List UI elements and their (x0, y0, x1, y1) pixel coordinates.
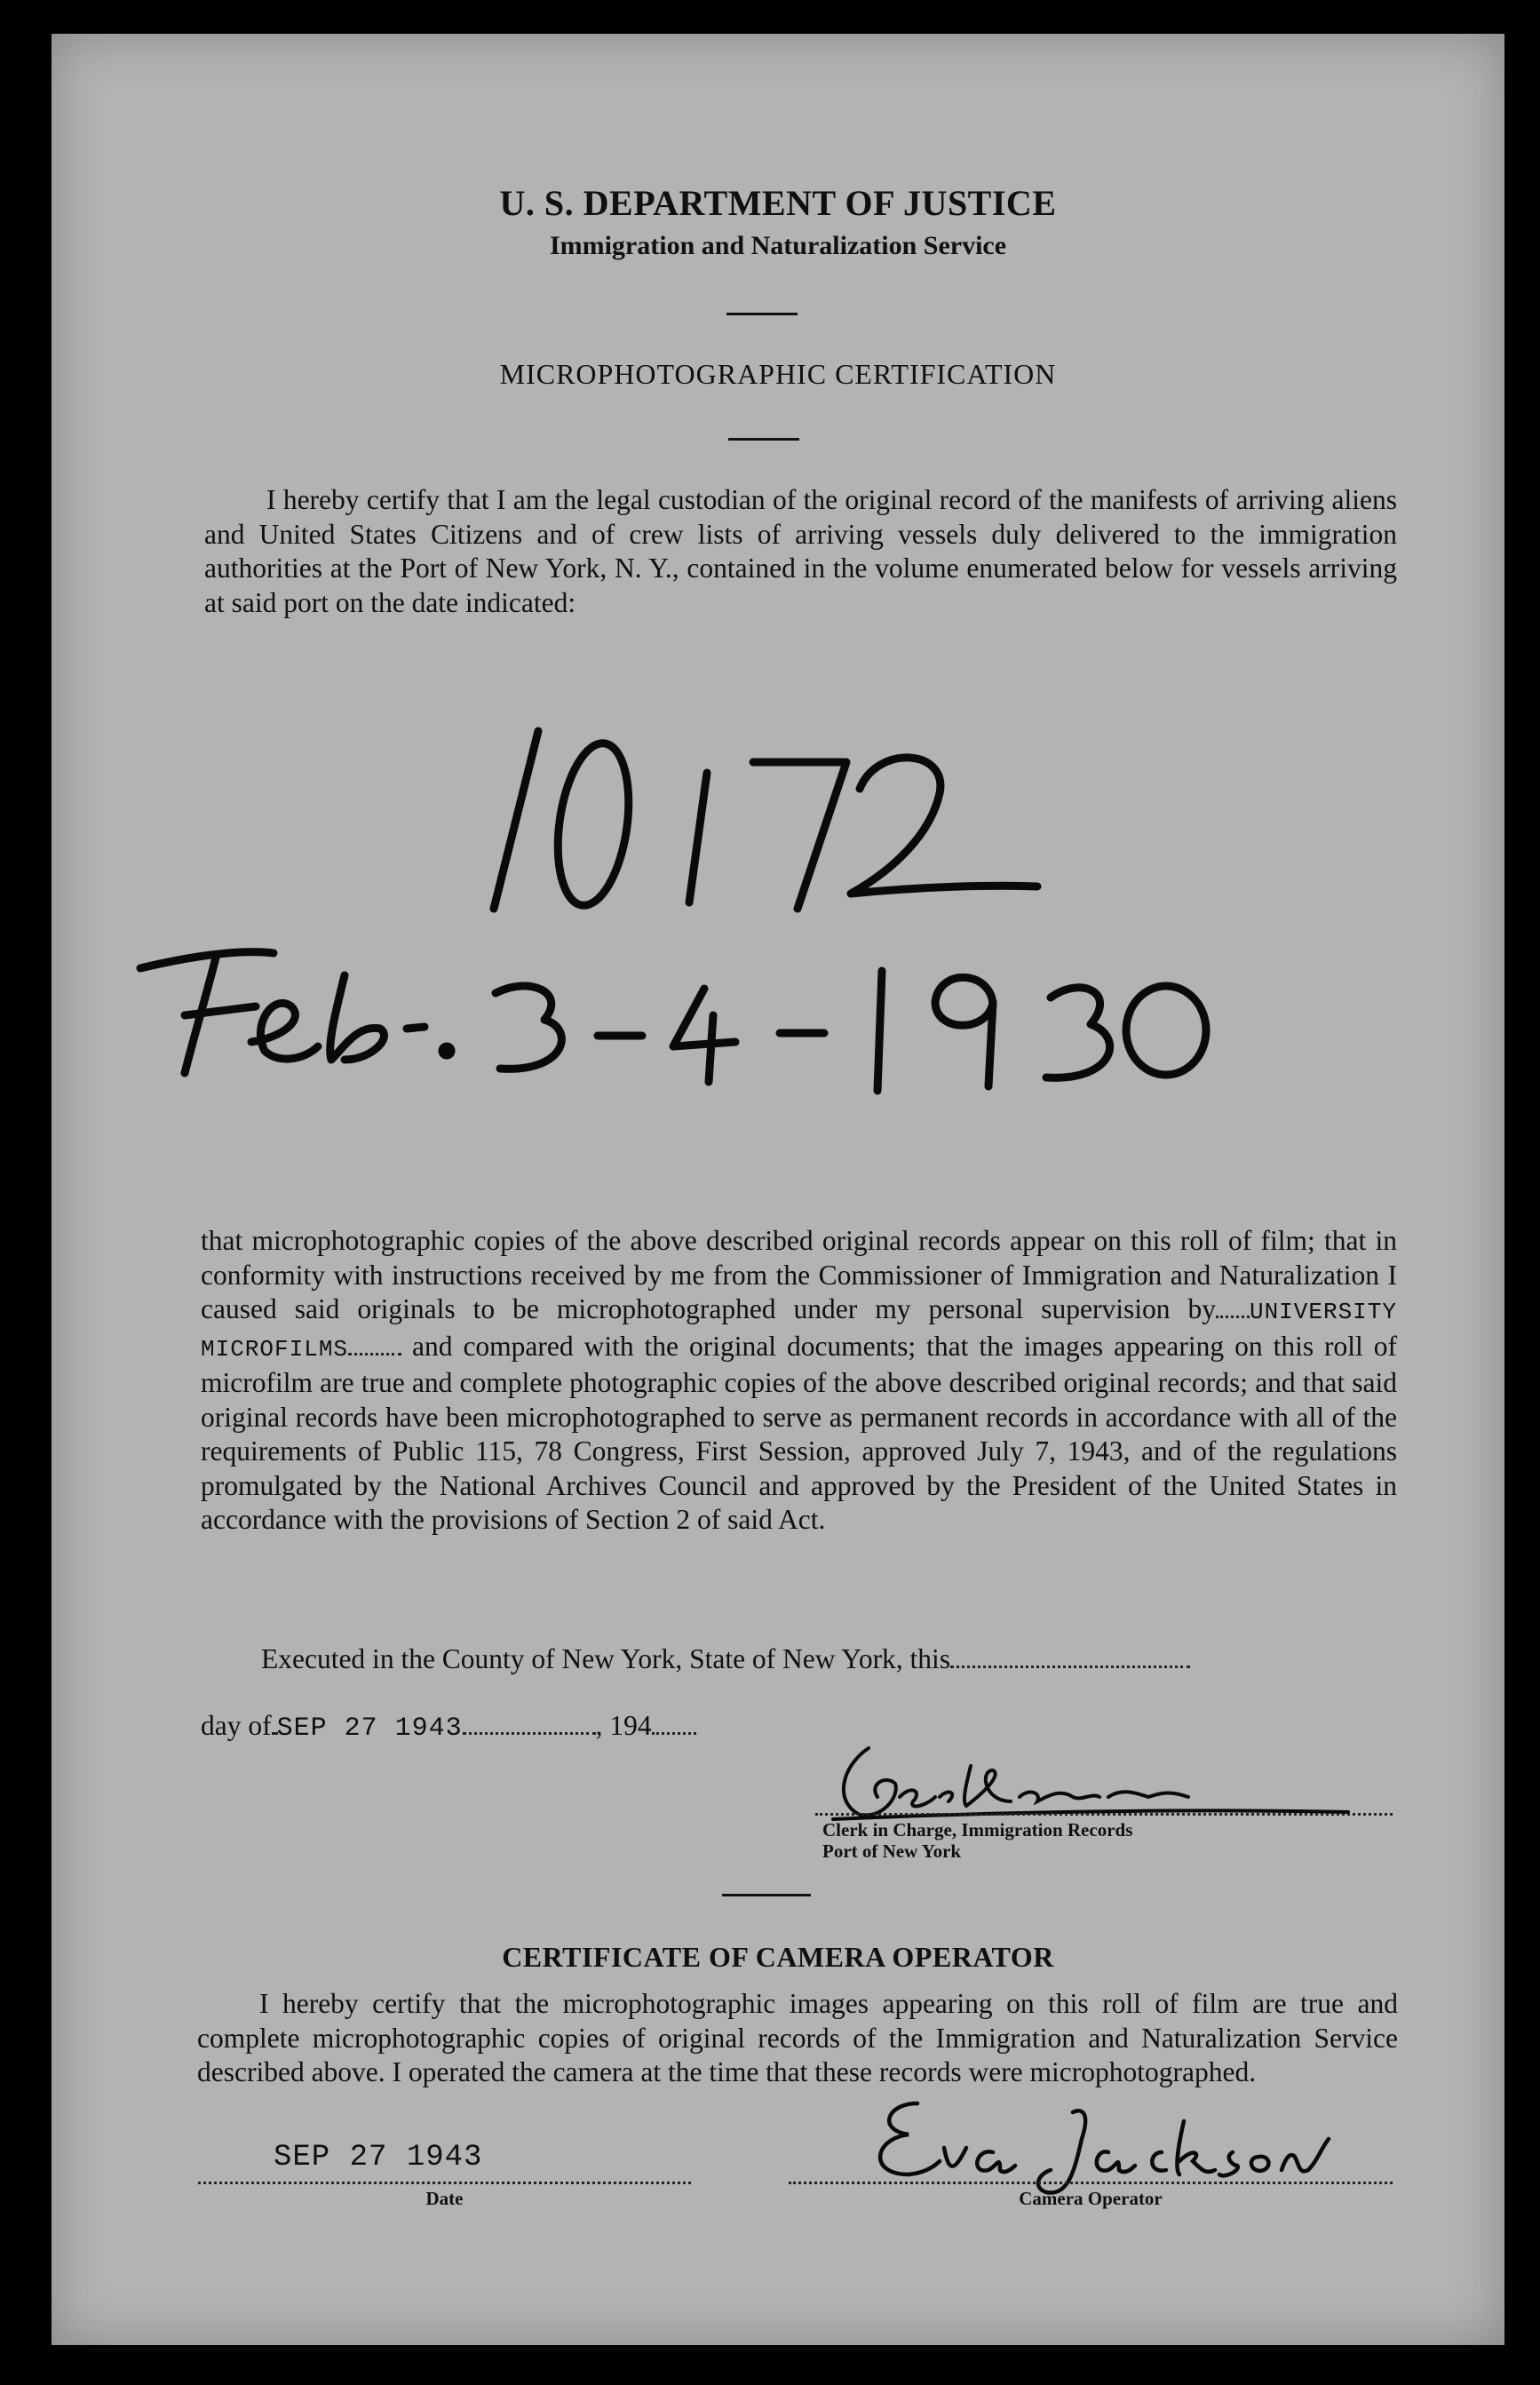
operator-line (789, 2182, 1393, 2184)
day-of-label: day of (201, 1710, 272, 1741)
intro-paragraph (204, 483, 1397, 620)
hw-digit-0b (1126, 986, 1206, 1075)
body-paragraph (201, 1224, 1397, 1538)
executed-line (261, 1643, 1190, 1675)
executed-dots (950, 1666, 1190, 1668)
hw-digit-4 (673, 989, 735, 1082)
operator-stamped-date: SEP 27 1943 (274, 2141, 483, 2174)
day-of-dots (463, 1732, 596, 1735)
clerk-title-line-2: Port of New York (822, 1840, 962, 1862)
hw-digit-0 (549, 739, 639, 910)
divider-bottom (722, 1894, 811, 1896)
hw-F-top (140, 952, 274, 968)
camera-certificate-paragraph (197, 1987, 1398, 2090)
body-text-end: and compared with the original documents; that the images appearing on this roll of microfilm are true and complete photographic copies of the above described original records; and that said original records have been microphotographed to serve as permanent records in accordance with all of the requirements of Public 115, 78 Congress, First Session, approved July 7, 1943, and of the regulations promulgated by the National Archives Council and approved by the President of the United States in accordance with the provisions of Section 2 of said Act. (201, 1330, 1397, 1535)
hw-digit-1b (689, 773, 707, 902)
hw-digit-9 (935, 977, 993, 1086)
microfilmer-name: UNIVERSITY MICROFILMS (201, 1299, 1397, 1363)
certificate-sheet (52, 34, 1504, 2345)
hw-e (251, 1003, 318, 1059)
intro-text: I hereby certify that I am the legal custodian of the original record of the manifests of arriving aliens and United States Citizens and of crew lists of arriving vessels duly delivered to the immigration authorities at the Port of New York, N. Y., contained in the volume enumerated below for vessels arriving at said port on the date indicated: (204, 484, 1397, 618)
certification-title: MICROPHOTOGRAPHIC CERTIFICATION (499, 358, 1057, 390)
camera-certificate-text: I hereby certify that the microphotographic images appearing on this roll of film are true and complete microphotographic copies of original records of the Immigration and Naturalization Service described above. I operated the camera at the time that these records were microphotographed. (197, 1988, 1398, 2087)
dotted-leader (1216, 1316, 1250, 1318)
service-subheading: Immigration and Naturalization Service (549, 231, 1007, 260)
clerk-title-line-1: Clerk in Charge, Immigration Records (822, 1819, 1133, 1840)
hw-digit-7 (753, 762, 846, 909)
date-label: Date (425, 2188, 464, 2209)
clerk-signature-line (815, 1813, 1393, 1816)
day-of-line (201, 1710, 696, 1744)
operator-label: Camera Operator (1019, 2188, 1163, 2209)
clerk-signature (815, 1713, 1366, 1837)
clerk-title (822, 1819, 1132, 1862)
executed-text: Executed in the County of New York, State of New York, this (261, 1643, 951, 1674)
handwritten-volume-entry (52, 709, 1504, 1135)
hw-digit-1c (877, 971, 882, 1091)
hw-dot-dash (407, 1027, 425, 1029)
year-prefix: , 194 (595, 1710, 652, 1741)
stamped-date-exec: SEP 27 1943 (276, 1713, 463, 1744)
hw-F-bar (185, 1006, 256, 1015)
department-heading: U. S. DEPARTMENT OF JUSTICE (499, 183, 1057, 223)
date-line (198, 2182, 691, 2184)
divider-top (726, 313, 798, 315)
camera-certificate-title: CERTIFICATE OF CAMERA OPERATOR (502, 1941, 1054, 1973)
hw-digit-3 (496, 986, 561, 1069)
hw-b (330, 975, 385, 1060)
divider-mid (728, 438, 799, 441)
hw-period (442, 1046, 451, 1055)
hw-digit-2 (851, 758, 1037, 894)
hw-digit-1a (494, 731, 538, 909)
body-text-start: that microphotographic copies of the above described original records appear on this roll of film; that in conformity with instructions received by me from the Commissioner of Immigration and Naturalization I caused said originals to be microphotographed under my personal supervision by (201, 1225, 1397, 1324)
hw-digit-3b (1046, 988, 1110, 1078)
dotted-leader-2 (348, 1353, 401, 1355)
